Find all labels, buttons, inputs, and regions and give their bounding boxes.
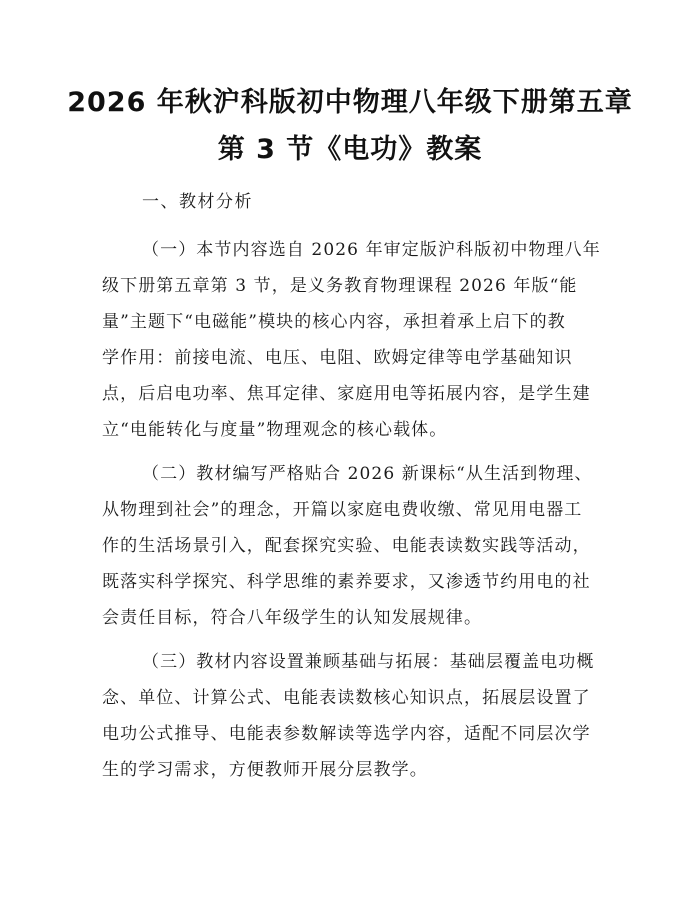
paragraph-line: 既落实科学探究、科学思维的素养要求，又渗透节约用电的社	[102, 572, 591, 592]
paragraph-line: 念、单位、计算公式、电能表读数核心知识点，拓展层设置了	[102, 688, 591, 708]
paragraph-line: 会责任目标，符合八年级学生的认知发展规律。	[102, 608, 483, 628]
document-title-line-2: 第 3 节《电功》教案	[217, 134, 483, 165]
paragraph-line: 量”主题下“电磁能”模块的核心内容，承担着承上启下的教	[102, 312, 566, 332]
paragraph-3	[102, 644, 602, 788]
paragraph-line: （一）本节内容选自 2026 年审定版沪科版初中物理八年	[142, 240, 601, 260]
paragraph-line: 作的生活场景引入，配套探究实验、电能表读数实践等活动，	[102, 536, 591, 556]
document-title-line-1: 2026 年秋沪科版初中物理八年级下册第五章	[67, 87, 633, 118]
paragraph-1	[102, 232, 602, 448]
paragraph-line: 从物理到社会”的理念，开篇以家庭电费收缴、常见用电器工	[102, 500, 583, 520]
paragraph-line: 生的学习需求，方便教师开展分层教学。	[102, 760, 428, 780]
paragraph-line: 级下册第五章第 3 节，是义务教育物理课程 2026 年版“能	[102, 276, 578, 296]
paragraph-line: 学作用：前接电流、电压、电阻、欧姆定律等电学基础知识	[102, 348, 573, 368]
paragraph-line: 点，后启电功率、焦耳定律、家庭用电等拓展内容，是学生建	[102, 384, 591, 404]
paragraph-2	[102, 456, 602, 636]
paragraph-line: （二）教材编写严格贴合 2026 新课标“从生活到物理、	[142, 464, 593, 484]
section-heading: 一、教材分析	[142, 192, 253, 212]
paragraph-line: 电功公式推导、电能表参数解读等选学内容，适配不同层次学	[102, 724, 591, 744]
paragraph-line: 立“电能转化与度量”物理观念的核心载体。	[102, 420, 448, 440]
paragraph-line: （三）教材内容设置兼顾基础与拓展：基础层覆盖电功概	[142, 652, 595, 672]
